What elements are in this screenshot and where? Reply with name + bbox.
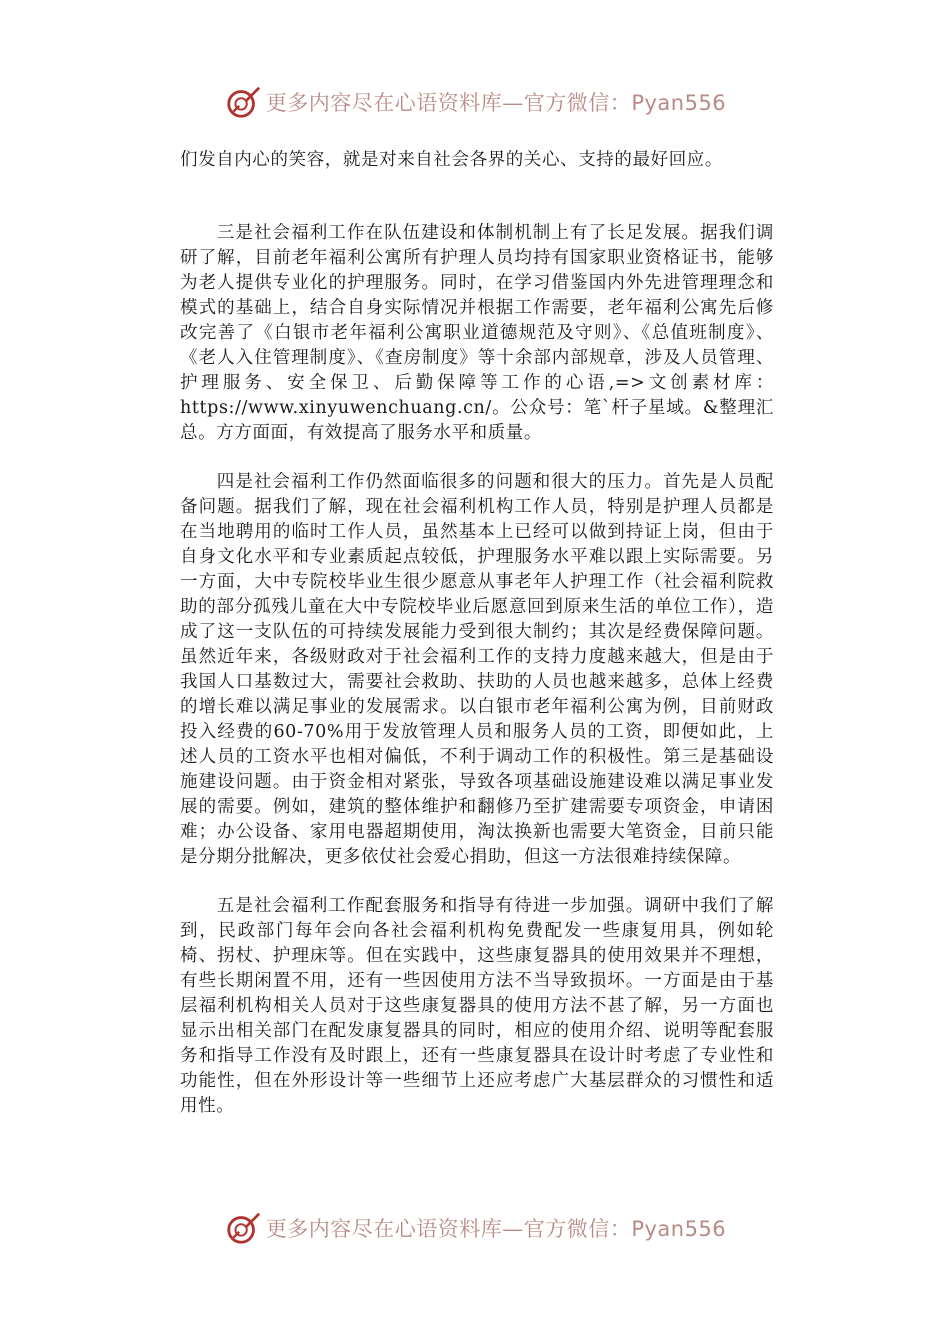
logo-pen-icon [224,83,262,121]
paragraph-point-five: 五是社会福利工作配套服务和指导有待进一步加强。调研中我们了解到，民政部门每年会向各社会福利机构免费配发一些康复用具，例如轮椅、拐杖、护理床等。但在实践中，这些康复器具的使用效果并不理想，有些长期闲置不用，还有一些因使用方法不当导致损坏。一方面是由于基层福利机构相关人员对于这些康复器具的使用方法不甚了解，另一方面也显示出相关部门在配发康复器具的同时，相应的使用介绍、说明等配套服务和指导工作没有及时跟上，还有一些康复器具在设计时考虑了专业性和功能性，但在外形设计等一些细节上还应考虑广大基层群众的习惯性和适用性。 [180,896,774,1116]
header-banner [0,80,950,124]
paragraph-point-three: 三是社会福利工作在队伍建设和体制机制上有了长足发展。据我们调研了解，目前老年福利公寓所有护理人员均持有国家职业资格证书，能够为老人提供专业化的护理服务。同时，在学习借鉴国内外先进管理理念和模式的基础上，结合自身实际情况并根据工作需要，老年福利公寓先后修改完善了《白银市老年福利公寓职业道德规范及守则》、《总值班制度》、《老人入住管理制度》、《查房制度》等十余部内部规章，涉及人员管理、护理服务、安全保卫、后勤保障等工作的心语,=>文创素材库：https://www.xinyuwenchuang.cn/。公众号：笔`杆子星域。&整理汇总。方方面面，有效提高了服务水平和质量。 [180,223,774,443]
header-banner-text: 更多内容尽在心语资料库—官方微信：Pyan556 [265,91,727,115]
footer-banner-text: 更多内容尽在心语资料库—官方微信：Pyan556 [265,1217,727,1241]
footer-banner [0,1206,950,1250]
document-body [180,148,774,1119]
footer-wechat-id: Pyan556 [631,1217,727,1241]
paragraph-point-four: 四是社会福利工作仍然面临很多的问题和很大的压力。首先是人员配备问题。据我们了解，现在社会福利机构工作人员，特别是护理人员都是在当地聘用的临时工作人员，虽然基本上已经可以做到持证上岗，但由于自身文化水平和专业素质起点较低，护理服务水平难以跟上实际需要。另一方面，大中专院校毕业生很少愿意从事老年人护理工作（社会福利院救助的部分孤残儿童在大中专院校毕业后愿意回到原来生活的单位工作），造成了这一支队伍的可持续发展能力受到很大制约；其次是经费保障问题。虽然近年来，各级财政对于社会福利工作的支持力度越来越大，但是由于我国人口基数过大，需要社会救助、扶助的人员也越来越多，总体上经费的增长难以满足事业的发展需求。以白银市老年福利公寓为例，目前财政投入经费的60-70%用于发放管理人员和服务人员的工资，即便如此，上述人员的工资水平也相对偏低，不利于调动工作的积极性。第三是基础设施建设问题。由于资金相对紧张，导致各项基础设施建设难以满足事业发展的需要。例如，建筑的整体维护和翻修乃至扩建需要专项资金，申请困难；办公设备、家用电器超期使用，淘汰换新也需要大笔资金，目前只能是分期分批解决，更多依仗社会爱心捐助，但这一方法很难持续保障。 [180,472,774,867]
paragraph-continuation: 们发自内心的笑容，就是对来自社会各界的关心、支持的最好回应。 [180,150,723,170]
logo-pen-icon [224,1209,262,1247]
header-wechat-id: Pyan556 [631,91,727,115]
